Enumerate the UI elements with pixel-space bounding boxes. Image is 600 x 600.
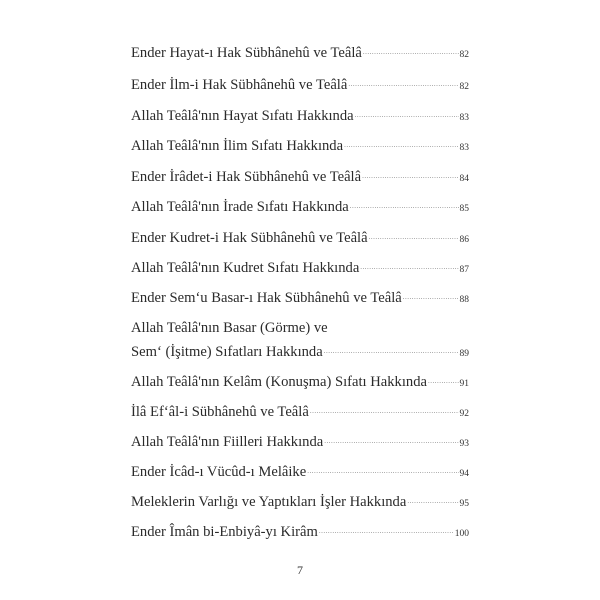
dot-leader (362, 169, 458, 183)
toc-entry[interactable] (131, 342, 469, 362)
dot-leader (310, 404, 459, 418)
toc-entry[interactable] (131, 522, 469, 542)
toc-entry[interactable] (131, 492, 469, 512)
dot-leader (428, 374, 459, 388)
toc-entry[interactable] (131, 228, 469, 248)
toc-entry-title: İlâ Ef‘âl-i Sübhânehû ve Teâlâ (131, 404, 309, 420)
toc-entry-title: Allah Teâlâ'nın Kelâm (Konuşma) Sıfatı Hakkında (131, 374, 427, 390)
toc-entry-page: 93 (459, 439, 469, 449)
toc-entry[interactable] (131, 197, 469, 217)
toc-entry-title: Ender İlm-i Hak Sübhânehû ve Teâlâ (131, 77, 348, 93)
toc-entry-title: Allah Teâlâ'nın İlim Sıfatı Hakkında (131, 138, 344, 154)
toc-entry[interactable] (131, 106, 469, 126)
toc-entry-title: Allah Teâlâ'nın Hayat Sıfatı Hakkında (131, 108, 354, 124)
dot-leader (307, 464, 458, 478)
toc-entry-title-line1: Allah Teâlâ'nın Basar (Görme) ve (131, 320, 328, 336)
dot-leader (407, 494, 458, 508)
toc-entry-page: 85 (459, 204, 469, 214)
toc-entry-title: Allah Teâlâ'nın İrade Sıfatı Hakkında (131, 199, 349, 215)
toc-entry[interactable] (131, 43, 469, 63)
toc-entry-title: Allah Teâlâ'nın Kudret Sıfatı Hakkında (131, 260, 360, 276)
toc-entry-title: Allah Teâlâ'nın Fiilleri Hakkında (131, 434, 324, 450)
dot-leader (355, 108, 459, 122)
toc-entry[interactable] (131, 432, 469, 452)
dot-leader (344, 138, 458, 152)
toc-entry-title: Ender İcâd-ı Vücûd-ı Melâike (131, 464, 307, 480)
page-number: 7 (297, 563, 303, 577)
toc-entry-page: 82 (459, 82, 469, 92)
toc-entry-page: 83 (459, 113, 469, 123)
toc-entry-title: Meleklerin Varlığı ve Yaptıkları İşler Hakkında (131, 494, 407, 510)
toc-entry-title: Ender Sem‘u Basar-ı Hak Sübhânehû ve Teâlâ (131, 290, 402, 306)
toc-entry[interactable] (131, 462, 469, 482)
dot-leader (369, 230, 459, 244)
toc-entry-page: 91 (459, 379, 469, 389)
toc-entry[interactable] (131, 75, 469, 95)
toc-entry[interactable] (131, 288, 469, 308)
toc-entry[interactable] (131, 167, 469, 187)
toc-entry-page: 82 (459, 50, 469, 60)
toc-entry-title: Sem‘ (İşitme) Sıfatları Hakkında (131, 344, 323, 360)
toc-entry-page: 89 (459, 349, 469, 359)
dot-leader (324, 434, 458, 448)
toc-entry-title: Ender Îmân bi-Enbiyâ-yı Kirâm (131, 524, 318, 540)
toc-entry-page: 86 (459, 235, 469, 245)
toc-entry-page: 94 (459, 469, 469, 479)
toc-entry[interactable] (131, 372, 469, 392)
toc-entry-page: 95 (459, 499, 469, 509)
dot-leader (360, 260, 458, 274)
dot-leader (324, 344, 459, 358)
toc-entry[interactable] (131, 136, 469, 156)
dot-leader (348, 77, 458, 91)
toc-entry-page: 83 (459, 143, 469, 153)
toc-entry-page: 88 (459, 295, 469, 305)
toc-entry[interactable] (131, 402, 469, 422)
toc-entry-page: 100 (454, 529, 469, 539)
toc-entry-page: 84 (459, 174, 469, 184)
dot-leader (363, 45, 459, 59)
toc-entry-title: Ender İrâdet-i Hak Sübhânehû ve Teâlâ (131, 169, 362, 185)
toc-entry-title: Ender Kudret-i Hak Sübhânehû ve Teâlâ (131, 230, 368, 246)
dot-leader (319, 524, 454, 538)
toc-entry-page: 87 (459, 265, 469, 275)
toc-entry[interactable] (131, 258, 469, 278)
toc-entry-title: Ender Hayat-ı Hak Sübhânehû ve Teâlâ (131, 45, 362, 61)
dot-leader (350, 199, 459, 213)
toc-entry-page: 92 (459, 409, 469, 419)
dot-leader (403, 290, 459, 304)
